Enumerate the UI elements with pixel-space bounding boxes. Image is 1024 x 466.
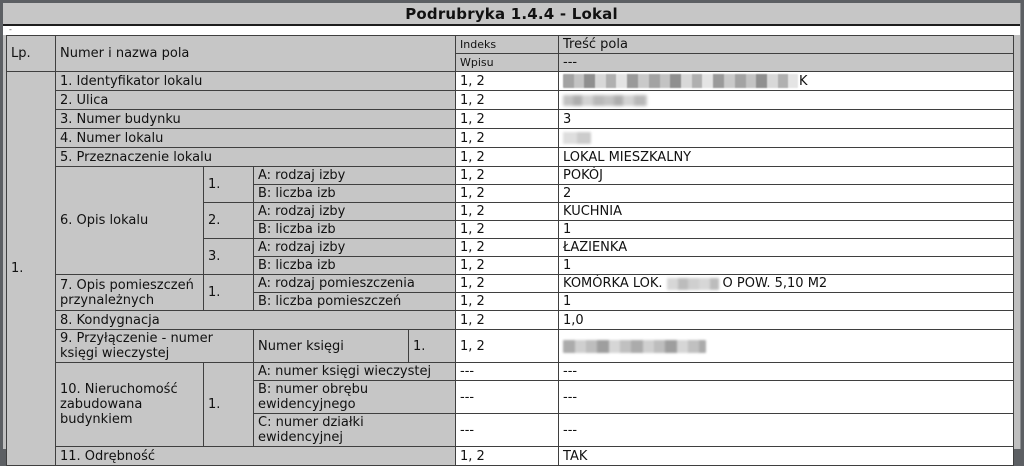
redacted-value (563, 132, 591, 144)
table-row (7, 167, 1014, 185)
lokal-table (6, 35, 1014, 466)
field-name-cell: 2. Ulica (56, 91, 456, 110)
table-row (7, 129, 1014, 148)
value-cell: --- (559, 363, 1014, 381)
index-cell: 1, 2 (456, 167, 559, 185)
sub-number-cell: 3. (204, 239, 254, 275)
table-row (7, 330, 1014, 363)
table-row (7, 110, 1014, 129)
sub-number-cell: 1. (204, 275, 254, 311)
value-prefix: KOMÓRKA LOK. (563, 276, 663, 291)
table-row (7, 447, 1014, 466)
header-content-sub: --- (559, 54, 1014, 72)
index-cell: 1, 2 (456, 330, 559, 363)
value-cell: LOKAL MIESZKALNY (559, 148, 1014, 167)
sub-field-cell: B: liczba izb (254, 185, 456, 203)
sub-field-cell: Numer księgi (254, 330, 409, 363)
separator-dash: - (9, 25, 12, 34)
table-row (7, 363, 1014, 381)
index-cell: 1, 2 (456, 203, 559, 221)
value-cell: 1 (559, 257, 1014, 275)
table-row (7, 91, 1014, 110)
value-cell: 1,0 (559, 311, 1014, 330)
index-cell: 1, 2 (456, 72, 559, 91)
value-cell (559, 72, 1014, 91)
index-cell: 1, 2 (456, 239, 559, 257)
index-cell: 1, 2 (456, 447, 559, 466)
table-row (7, 72, 1014, 91)
table-row (7, 148, 1014, 167)
index-cell: --- (456, 363, 559, 381)
sub-field-cell: B: liczba izb (254, 221, 456, 239)
sub-number-cell: 1. (409, 330, 456, 363)
redacted-value (563, 74, 798, 88)
index-cell: 1, 2 (456, 185, 559, 203)
field-name-cell: 11. Odrębność (56, 447, 456, 466)
value-cell (559, 91, 1014, 110)
header-content: Treść pola (559, 36, 1014, 54)
value-cell: TAK (559, 447, 1014, 466)
value-suffix: O POW. 5,10 M2 (722, 276, 828, 291)
sub-field-cell: B: liczba izb (254, 257, 456, 275)
index-cell: 1, 2 (456, 221, 559, 239)
header-index-sub: Wpisu (456, 54, 559, 72)
value-cell: POKÓJ (559, 167, 1014, 185)
field-name-cell: 7. Opis pomieszczeń przynależnych (56, 275, 204, 311)
sub-number-cell: 1. (204, 167, 254, 203)
value-cell: 3 (559, 110, 1014, 129)
section-title: Podrubryka 1.4.4 - Lokal (3, 3, 1020, 26)
field-name-cell: 10. Nieruchomość zabudowana budynkiem (56, 363, 204, 447)
field-name-cell: 8. Kondygnacja (56, 311, 456, 330)
lp-value-cell: 1. (7, 72, 56, 466)
index-cell: --- (456, 414, 559, 447)
value-cell (559, 275, 1014, 293)
field-name-cell: 6. Opis lokalu (56, 167, 204, 275)
index-cell: 1, 2 (456, 293, 559, 311)
sub-field-cell: A: rodzaj izby (254, 167, 456, 185)
sub-field-cell: C: numer działki ewidencyjnej (254, 414, 456, 447)
sub-field-cell: A: rodzaj pomieszczenia (254, 275, 456, 293)
sub-field-cell: A: rodzaj izby (254, 239, 456, 257)
index-cell: 1, 2 (456, 275, 559, 293)
field-name-cell: 3. Numer budynku (56, 110, 456, 129)
index-cell: --- (456, 381, 559, 414)
sub-field-cell: A: numer księgi wieczystej (254, 363, 456, 381)
sub-field-cell: B: liczba pomieszczeń (254, 293, 456, 311)
value-cell: --- (559, 414, 1014, 447)
header-index: Indeks (456, 36, 559, 54)
sub-number-cell: 2. (204, 203, 254, 239)
table-row (7, 311, 1014, 330)
value-cell: 1 (559, 221, 1014, 239)
redacted-value (563, 340, 706, 353)
field-name-cell: 4. Numer lokalu (56, 129, 456, 148)
field-name-cell: 9. Przyłączenie - numer księgi wieczystej (56, 330, 254, 363)
header-lp: Lp. (7, 36, 56, 72)
sub-field-cell: A: rodzaj izby (254, 203, 456, 221)
index-cell: 1, 2 (456, 91, 559, 110)
sub-number-cell: 1. (204, 363, 254, 447)
value-cell: 2 (559, 185, 1014, 203)
value-cell: ŁAZIENKA (559, 239, 1014, 257)
value-cell: 1 (559, 293, 1014, 311)
sub-field-cell: B: numer obrębu ewidencyjnego (254, 381, 456, 414)
index-cell: 1, 2 (456, 129, 559, 148)
index-cell: 1, 2 (456, 257, 559, 275)
redacted-value (667, 278, 719, 290)
separator-band (3, 26, 1020, 35)
index-cell: 1, 2 (456, 110, 559, 129)
redacted-value (563, 95, 647, 106)
value-cell (559, 330, 1014, 363)
value-visible-suffix: K (799, 73, 808, 89)
table-row (7, 275, 1014, 293)
value-cell: KUCHNIA (559, 203, 1014, 221)
header-field-name: Numer i nazwa pola (56, 36, 456, 72)
value-cell: --- (559, 381, 1014, 414)
index-cell: 1, 2 (456, 148, 559, 167)
field-name-cell: 1. Identyfikator lokalu (56, 72, 456, 91)
value-cell (559, 129, 1014, 148)
field-name-cell: 5. Przeznaczenie lokalu (56, 148, 456, 167)
index-cell: 1, 2 (456, 311, 559, 330)
document-page (3, 3, 1021, 464)
